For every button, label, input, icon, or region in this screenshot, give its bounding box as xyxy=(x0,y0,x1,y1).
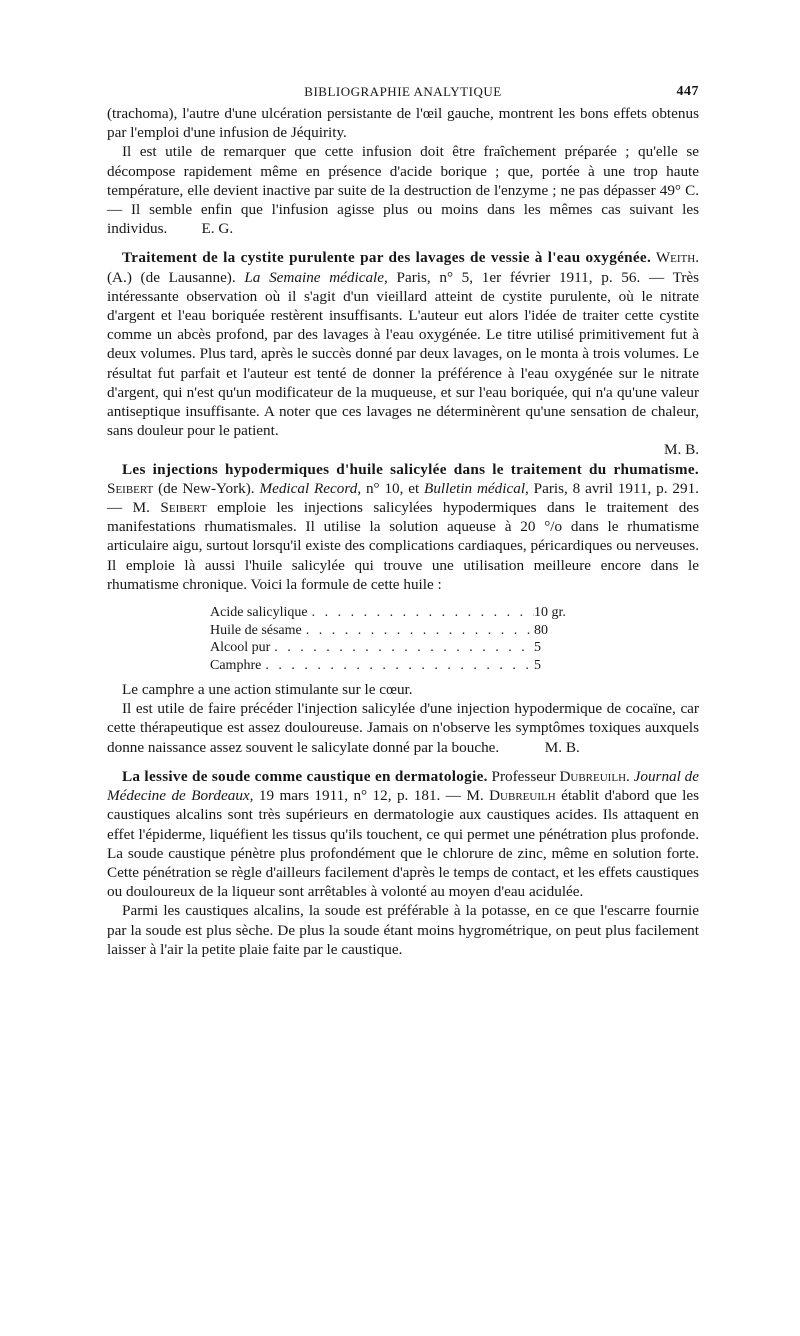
article-signature: M. B. xyxy=(663,441,699,459)
formula-row xyxy=(210,604,586,622)
formula-amount: 80 xyxy=(534,622,548,638)
article-author-details: (de New-York). xyxy=(158,479,255,497)
citation: n° 10, et xyxy=(365,479,420,497)
journal-name: La Semaine médicale, xyxy=(244,268,388,286)
running-header xyxy=(107,84,699,104)
formula-table xyxy=(210,604,586,674)
article-soude xyxy=(107,767,699,901)
article-author-repeat: Dubreuilh xyxy=(489,787,556,805)
journal-name-2: Bulletin médical, xyxy=(424,479,529,497)
author-prefix: Professeur xyxy=(491,767,556,785)
article-body: emploie les injections salicylées hypodermiques dans le traitement des manifestations rhumatismales. Il utilise la solution aqueuse à 20 °/o dans le rhumatisme articulaire aigu, surtout lorsqu'il existe des complications cardiaques, péricardiques ou nerveuses. Il emploie là aussi l'huile salicylée qui trouve une utilisation meilleure encore dans le rhumatisme chronique. Voici la formule de cette huile : xyxy=(107,499,699,593)
article-body: établit d'abord que les caustiques alcalins sont très supérieurs en dermatologie aux caustiques acides. Ils attaquent en effet l'épiderme, liquéfient les tissus qu'ils touchent, ce qui permet une pénétration plus profonde. La soude caustique pénètre plus profondément que le chlorure de zinc, même en solution forte. Cette pénétration se règle d'ailleurs facilement d'après le temps de contact, et les effets caustiques ou douloureux de la liqueur sont arrêtables à volonté au moyen d'eau acidulée. xyxy=(107,787,699,901)
article-author: Seibert xyxy=(107,479,154,497)
formula-amount: 5 xyxy=(534,657,541,673)
article-paragraph: Parmi les caustiques alcalins, la soude est préférable à la potasse, en ce que l'escarre fournie par la soude est plus sèche. De plus la soude étant moins hygrométrique, on peut plus facilement laisser à l'air la petite plaie faite par le caustique. xyxy=(107,902,699,958)
article-author: Weith. xyxy=(655,249,699,267)
article-injections xyxy=(107,460,699,594)
article-author-details: (A.) (de Lausanne). xyxy=(107,268,236,286)
citation-2: Paris, 8 avril 1911, p. 291. — M. xyxy=(107,479,699,517)
formula-row xyxy=(210,639,586,657)
formula-amount: 10 gr. xyxy=(534,605,566,621)
running-title: BIBLIOGRAPHIE ANALYTIQUE xyxy=(304,84,502,99)
article-author: Dubreuilh. xyxy=(559,767,630,785)
citation: 19 mars 1911, n° 12, p. 181. — M. xyxy=(258,787,484,805)
intro-paragraph: (trachoma), l'autre d'une ulcération persistante de l'œil gauche, montrent les bons effets obtenus par l'emploi d'une infusion de Jéquirity. xyxy=(107,105,699,142)
article-author-repeat: Seibert xyxy=(160,499,207,517)
leader-dots xyxy=(270,639,534,657)
leader-dots xyxy=(261,657,534,675)
journal-name: Medical Record, xyxy=(259,479,362,497)
formula-row xyxy=(210,622,586,640)
article-signature: M. B. xyxy=(544,738,580,756)
article-text: Il est utile de faire précéder l'injection salicylée d'une injection hypodermique de cocaïne, car cette thérapeutique est assez douloureuse. Jamais on n'observe les symptômes toxiques auxquels donne naissance assez souvent le salicylate donné par la bouche. xyxy=(107,700,699,756)
article-paragraph-3 xyxy=(107,699,699,757)
citation: Paris, n° 5, 1er février 1911, p. 56. xyxy=(396,268,641,286)
formula-ingredient: Acide salicylique xyxy=(210,605,308,621)
formula-row xyxy=(210,657,586,675)
formula-ingredient: Alcool pur xyxy=(210,640,271,656)
intro-text: Il est utile de remarquer que cette infusion doit être fraîchement préparée ; qu'elle se décompose rapidement même en présence d'acide borique ; que, portée à une trop haute température, elle devient inactive par suite de la destruction de l'enzyme ; ne pas dépasser 49° C. — Il semble enfin que l'infusion agisse plus ou moins dans les mêmes cas suivant les individus. xyxy=(107,143,699,238)
leader-dots xyxy=(302,622,534,640)
journal-name: Journal de Médecine de Bordeaux, xyxy=(107,767,699,805)
intro-signature: E. G. xyxy=(201,220,234,238)
document-page xyxy=(107,84,699,959)
article-title: Les injections hypodermiques d'huile salicylée dans le traitement du rhumatisme. xyxy=(122,460,699,478)
article-paragraph: Le camphre a une action stimulante sur le cœur. xyxy=(122,681,413,699)
formula-ingredient: Huile de sésame xyxy=(210,622,302,638)
article-cystite xyxy=(107,248,699,440)
article-title: Traitement de la cystite purulente par des lavages de vessie à l'eau oxygénée. xyxy=(122,249,652,267)
leader-dots xyxy=(308,604,534,622)
formula-amount: 5 xyxy=(534,640,541,656)
article-body: — Très intéressante observation où il s'agit d'un vieillard atteint de cystite purulente, où le nitrate d'argent et l'eau boriquée restèrent insuffisants. L'auteur eut alors l'idée de traiter cette cystite comme un abcès profond, par des lavages à l'eau oxygénée. Le titre utilisé primitivement fut à deux volumes. Plus tard, après le succès donné par deux lavages, on le monta à trois volumes. Le résultat fut parfait et l'auteur est tenté de donner la préférence à l'eau oxygénée sur le nitrate d'argent, qui n'est qu'un modificateur de la muqueuse, et sur l'eau boriquée, qui n'a qu'une valeur antiseptique insuffisante. A noter que ces lavages ne déterminèrent qu'une sensation de chaleur, sans douleur pour le patient. xyxy=(107,268,700,440)
formula-ingredient: Camphre xyxy=(210,657,262,673)
page-number: 447 xyxy=(676,84,699,99)
article-title: La lessive de soude comme caustique en dermatologie. xyxy=(122,767,488,785)
intro-paragraph-2 xyxy=(107,142,699,238)
